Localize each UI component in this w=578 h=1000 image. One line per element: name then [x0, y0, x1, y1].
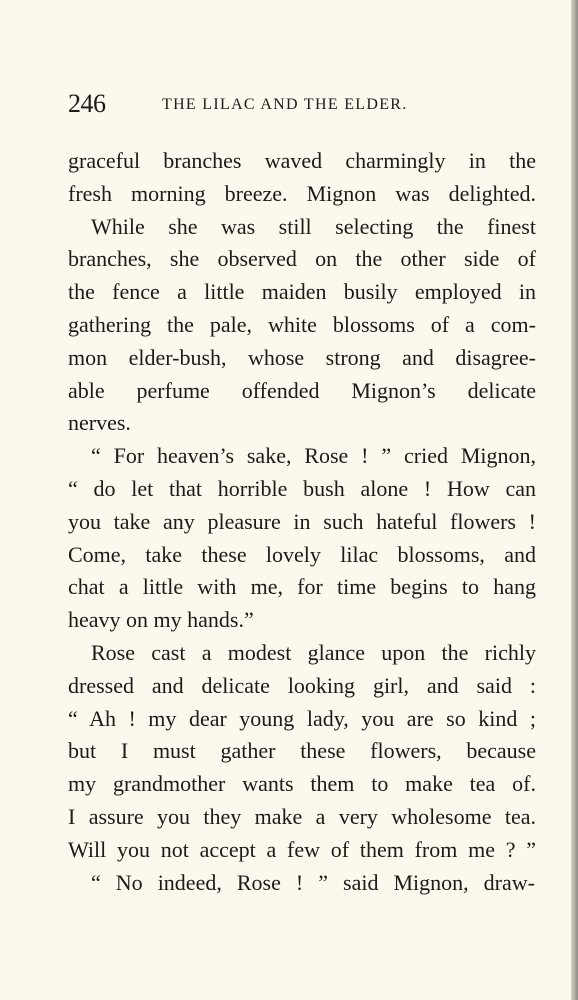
text-line: mon elder-bush, whose strong and disagree-: [68, 344, 536, 370]
text-line: my grandmother wants them to make tea of.: [68, 771, 536, 797]
text-line: nerves.: [68, 410, 131, 436]
body-text: [68, 145, 536, 899]
text-line: chat a little with me, for time begins to hang: [68, 574, 536, 600]
text-line: heavy on my hands.”: [68, 607, 254, 633]
text-line: but I must gather these flowers, because: [68, 738, 536, 764]
text-line: “ Ah ! my dear young lady, you are so kind ;: [68, 705, 536, 731]
text-line: branches, she observed on the other side of: [68, 246, 536, 272]
text-line: gathering the pale, white blossoms of a com-: [68, 311, 536, 337]
text-line: I assure you they make a very wholesome tea.: [68, 803, 536, 829]
text-line: the fence a little maiden busily employed in: [68, 279, 536, 305]
text-line: “ No indeed, Rose ! ” said Mignon, draw-: [91, 869, 535, 895]
text-line: graceful branches waved charmingly in the: [68, 148, 536, 173]
text-line: dressed and delicate looking girl, and said :: [68, 672, 536, 698]
text-line: Come, take these lovely lilac blossoms, and: [68, 541, 536, 567]
page-number: 246: [68, 89, 106, 118]
page-edge: [571, 0, 578, 1000]
running-head: THE LILAC AND THE ELDER.: [162, 96, 408, 113]
text-line: you take any pleasure in such hateful flowers !: [68, 508, 536, 534]
text-line: “ For heaven’s sake, Rose ! ” cried Mignon,: [91, 443, 536, 469]
text-line: Rose cast a modest glance upon the richly: [91, 639, 536, 665]
text-line: able perfume offended Mignon’s delicate: [68, 377, 536, 403]
page-header: [68, 89, 538, 123]
text-line: “ do let that horrible bush alone ! How can: [68, 475, 536, 501]
text-line: fresh morning breeze. Mignon was delighted.: [68, 180, 536, 206]
text-line: While she was still selecting the finest: [91, 213, 536, 239]
text-line: Will you not accept a few of them from me ? ”: [68, 836, 536, 862]
